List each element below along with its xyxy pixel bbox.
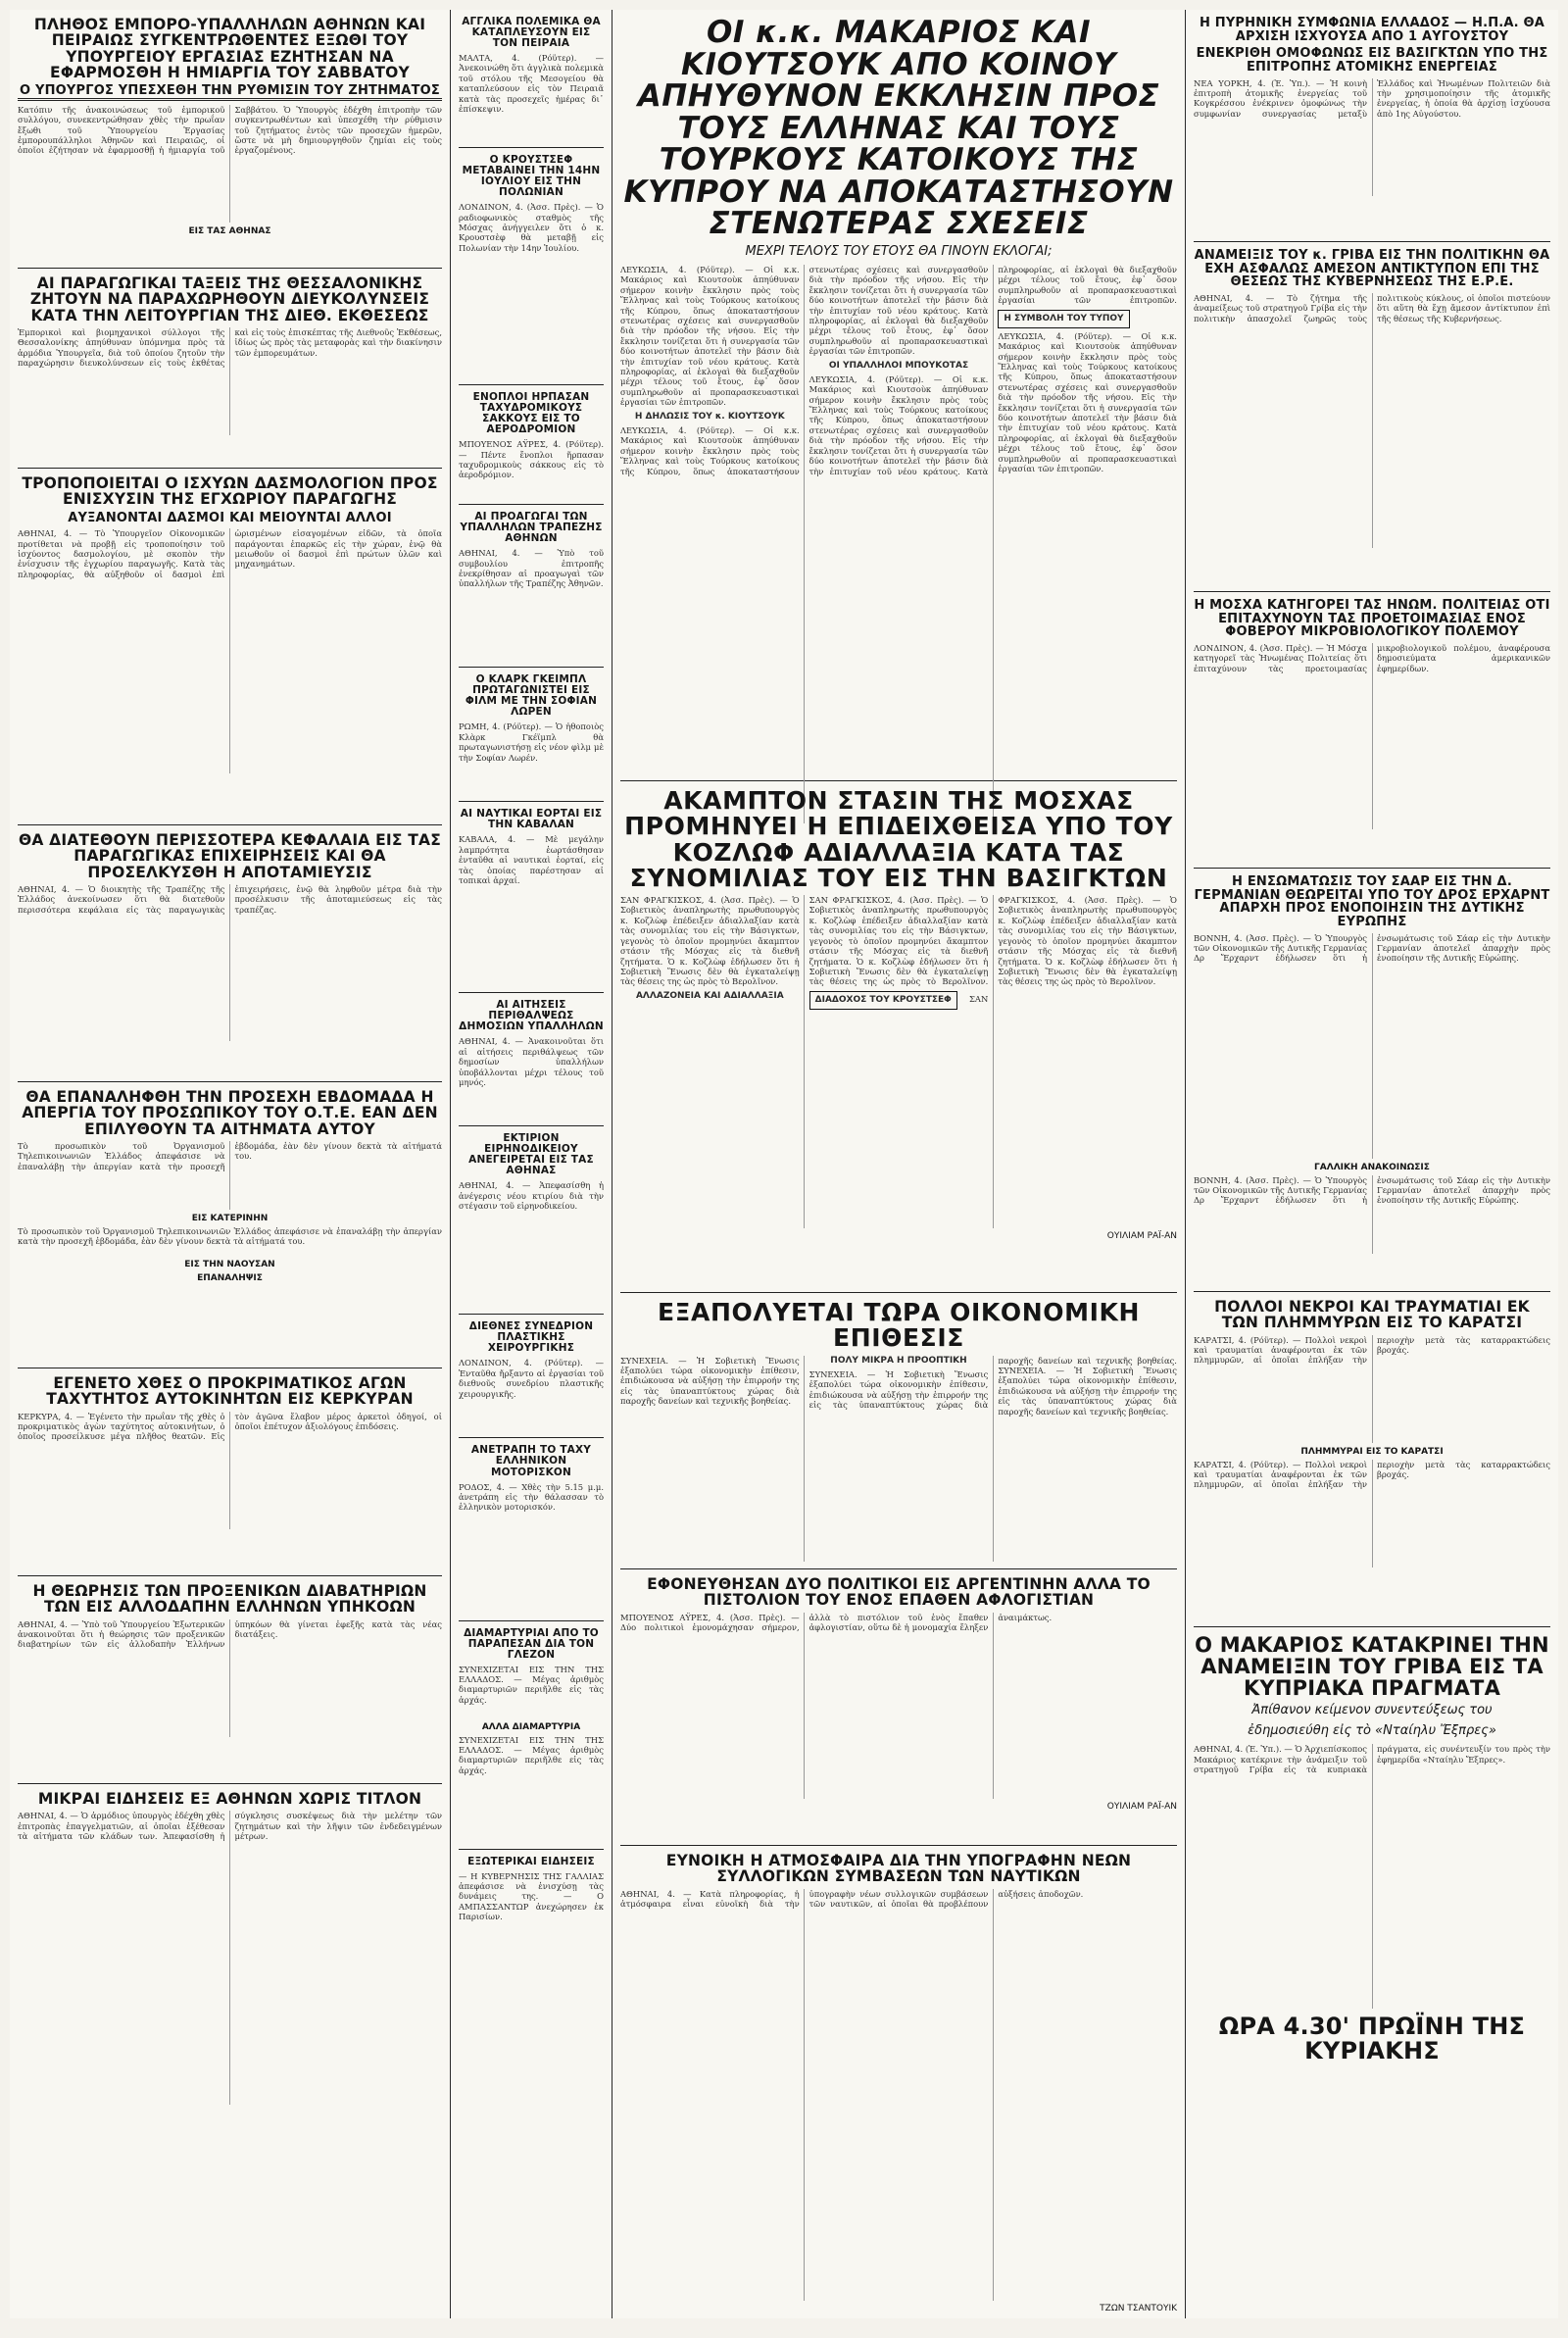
article-naval-feasts — [459, 802, 604, 993]
headline: ΠΟΛΛΟΙ ΝΕΚΡΟΙ ΚΑΙ ΤΡΑΥΜΑΤΙΑΙ ΕΚ ΤΩΝ ΠΛΗΜΜΥΡΩΝ ΕΙΣ ΤΟ ΚΑΡΑΤΣΙ — [1214, 1298, 1530, 1332]
article-body: ΑΘΗΝΑΙ, 4. (Ἑ. Ὑπ.). — Ὁ Ἀρχιεπίσκοπος Μακάριος κατέκρινε τὴν ἀνάμειξιν τοῦ στρατηγοῦ Γρίβα εἰς τὰ κυπριακὰ πράγματα, εἰς συνέντευξίν του πρὸς τὴν ἐφημερίδα «Νταίηλυ Ἔξπρες». — [1194, 1744, 1550, 1774]
headline: ΔΙΕΘΝΕΣ ΣΥΝΕΔΡΙΟΝ ΠΛΑΣΤΙΚΗΣ ΧΕΙΡΟΥΡΓΙΚΗΣ — [468, 1320, 594, 1355]
article-body: ΛΕΥΚΩΣΙΑ, 4. (Ρόϋτερ). — Οἱ κ.κ. Μακάριος καὶ Κιουτσοὺκ ἀπηύθυναν σήμερον κοινὴν ἔκκλησιν πρὸς τοὺς Ἕλληνας καὶ τοὺς Τούρκους κατοίκους τῆς Κύπρου, ὅπως ἀποκαταστήσουν στενωτέρας σχέσεις καὶ συνεργασθοῦν διὰ τὴν πρόοδον τῆς νήσου. Εἰς τὴν ἔκκλησιν τονίζεται ὅτι ἡ συνεργασία τῶν δύο κοινοτήτων ἀποτελεῖ τὴν βάσιν διὰ τὴν ἐπιτυχίαν τοῦ νέου κράτους. Κατὰ πληροφορίας, αἱ ἐκλογαὶ θὰ διεξαχθοῦν μέχρι τέλους τοῦ ἔτους, ἐφ᾽ ὅσον συμπληρωθοῦν αἱ προπαρασκευαστικαὶ ἐργασίαι τῶν ἐπιτροπῶν. Η ΔΗΛΩΣΙΣ ΤΟΥ κ. ΚΙΟΥΤΣΟΥΚ ΛΕΥΚΩΣΙΑ, 4. (Ρόϋτερ). — Οἱ κ.κ. Μακάριος καὶ Κιουτσοὺκ ἀπηύθυναν σήμερον κοινὴν ἔκκλησιν πρὸς τοὺς Ἕλληνας καὶ τοὺς Τούρκους κατοίκους τῆς Κύπρου, ὅπως ἀποκαταστήσουν στενωτέρας σχέσεις καὶ συνεργασθοῦν διὰ τὴν πρόοδον τῆς νήσου. Εἰς τὴν ἔκκλησιν τονίζεται ὅτι ἡ συνεργασία τῶν δύο κοινοτήτων ἀποτελεῖ τὴν βάσιν διὰ τὴν ἐπιτυχίαν τοῦ νέου κράτους. Κατὰ πληροφορίας, αἱ ἐκλογαὶ θὰ διεξαχθοῦν μέχρι τέλους τοῦ ἔτους, ἐφ᾽ ὅσον συμπληρωθοῦν αἱ προπαρασκευαστικαὶ ἐργασίαι τῶν ἐπιτροπῶν. ΟΙ ΥΠΑΛΛΗΛΟΙ ΜΠΟΥΚΟΤΑΣ ΛΕΥΚΩΣΙΑ, 4. (Ρόϋτερ). — Οἱ κ.κ. Μακάριος καὶ Κιουτσοὺκ ἀπηύθυναν σήμερον κοινὴν ἔκκλησιν πρὸς τοὺς Ἕλληνας καὶ τοὺς Τούρκους κατοίκους τῆς Κύπρου, ὅπως ἀποκαταστήσουν στενωτέρας σχέσεις καὶ συνεργασθοῦν διὰ τὴν πρόοδον τῆς νήσου. Εἰς τὴν ἔκκλησιν τονίζεται ὅτι ἡ συνεργασία τῶν δύο κοινοτήτων ἀποτελεῖ τὴν βάσιν διὰ τὴν ἐπιτυχίαν τοῦ νέου κράτους. Κατὰ πληροφορίας, αἱ ἐκλογαὶ θὰ διεξαχθοῦν μέχρι τέλους τοῦ ἔτους, ἐφ᾽ ὅσον συμπληρωθοῦν αἱ προπαρασκευαστικαὶ ἐργασίαι τῶν ἐπιτροπῶν. Η ΣΥΜΒΟΛΗ ΤΟΥ ΤΥΠΟΥ ΛΕΥΚΩΣΙΑ, 4. (Ρόϋτερ). — Οἱ κ.κ. Μακάριος καὶ Κιουτσοὺκ ἀπηύθυναν σήμερον κοινὴν ἔκκλησιν πρὸς τοὺς Ἕλληνας καὶ τοὺς Τούρκους κατοίκους τῆς Κύπρου, ὅπως ἀποκαταστήσουν στενωτέρας σχέσεις καὶ συνεργασθοῦν διὰ τὴν πρόοδον τῆς νήσου. Εἰς τὴν ἔκκλησιν τονίζεται ὅτι ἡ συνεργασία τῶν δύο κοινοτήτων ἀποτελεῖ τὴν βάσιν διὰ τὴν ἐπιτυχίαν τοῦ νέου κράτους. Κατὰ πληροφορίας, αἱ ἐκλογαὶ θὰ διεξαχθοῦν μέχρι τέλους τοῦ ἔτους, ἐφ᾽ ὅσον συμπληρωθοῦν αἱ προπαρασκευαστικαὶ ἐργασίαι τῶν ἐπιτροπῶν. — [620, 264, 1177, 476]
article-body: ΝΕΑ ΥΟΡΚΗ, 4. (Ἑ. Ὑπ.). — Ἡ κοινὴ ἐπιτροπὴ ἀτομικῆς ἐνεργείας τοῦ Κογκρέσσου ἐνέκρινεν ὁμοφώνως τὴν συμφωνίαν συνεργασίας μεταξὺ Ἑλλάδος καὶ Ἡνωμένων Πολιτειῶν διὰ τὴν χρησιμοποίησιν τῆς ἀτομικῆς ἐνεργείας, ἡ ὁποία θὰ ἀρχίσῃ ἰσχύουσα ἀπὸ 1ης Αὐγούστου. — [1194, 77, 1550, 119]
article-body: Κατόπιν τῆς ἀνακοινώσεως τοῦ ἐμπορικοῦ συλλόγου, συνεκεντρώθησαν χθὲς τὴν πρωΐαν ἔξωθι τοῦ Ὑπουργείου Ἐργασίας ἐμπορουπάλληλοι Ἀθηνῶν καὶ Πειραιῶς, οἱ ὁποῖοι ἐζήτησαν νὰ ἐφαρμοσθῇ ἡ ἡμιαργία τοῦ Σαββάτου. Ὁ Ὑπουργὸς ἐδέχθη ἐπιτροπὴν τῶν συγκεντρωθέντων καὶ ὑπεσχέθη τὴν ρύθμισιν τοῦ ζητήματος ἐντὸς τῶν προσεχῶν ἡμερῶν, ὥστε νὰ μὴ δημιουργηθοῦν ζημίαι εἰς τοὺς ἐργαζομένους. — [18, 104, 442, 156]
headline: ΑΚΑΜΠΤΟΝ ΣΤΑΣΙΝ ΤΗΣ ΜΟΣΧΑΣ ΠΡΟΜΗΝΥΕΙ Η ΕΠΙΔΕΙΧΘΕΙΣΑ ΥΠΟ ΤΟΥ ΚΟΖΛΩΦ ΑΔΙΑΛΛΑΞΙΑ ΚΑΤΑ ΤΑΣ ΣΥΝΟΜΙΛΙΑΣ ΤΟΥ ΕΙΣ ΤΗΝ ΒΑΣΙΓΚΤΩΝ — [624, 786, 1173, 892]
article-body: ΣΑΝ ΦΡΑΓΚΙΣΚΟΣ, 4. (Ἀσσ. Πρὲς). — Ὁ Σοβιετικὸς ἀναπληρωτὴς πρωθυπουργὸς κ. Κοζλὼφ ἐπέδειξεν ἀδιαλλαξίαν κατὰ τὰς συνομιλίας του εἰς τὴν Βάσιγκτων, γεγονὸς τὸ ὁποῖον προμηνύει ἄκαμπτον στάσιν τῆς Μόσχας εἰς τὰ διεθνῆ ζητήματα. Ὁ κ. Κοζλὼφ ἐδήλωσεν ὅτι ἡ Σοβιετικὴ Ἕνωσις δὲν θὰ ἐγκαταλείψῃ τὰς θέσεις της ὡς πρὸς τὸ Βερολῖνον. ΑΛΛΑΖΟΝΕΙΑ ΚΑΙ ΑΔΙΑΛΛΑΞΙΑ ΣΑΝ ΦΡΑΓΚΙΣΚΟΣ, 4. (Ἀσσ. Πρὲς). — Ὁ Σοβιετικὸς ἀναπληρωτὴς πρωθυπουργὸς κ. Κοζλὼφ ἐπέδειξεν ἀδιαλλαξίαν κατὰ τὰς συνομιλίας του εἰς τὴν Βάσιγκτων, γεγονὸς τὸ ὁποῖον προμηνύει ἄκαμπτον στάσιν τῆς Μόσχας εἰς τὰ διεθνῆ ζητήματα. Ὁ κ. Κοζλὼφ ἐδήλωσεν ὅτι ἡ Σοβιετικὴ Ἕνωσις δὲν θὰ ἐγκαταλείψῃ τὰς θέσεις της ὡς πρὸς τὸ Βερολῖνον. ΔΙΑΔΟΧΟΣ ΤΟΥ ΚΡΟΥΣΤΣΕΦ ΣΑΝ ΦΡΑΓΚΙΣΚΟΣ, 4. (Ἀσσ. Πρὲς). — Ὁ Σοβιετικὸς ἀναπληρωτὴς πρωθυπουργὸς κ. Κοζλὼφ ἐπέδειξεν ἀδιαλλαξίαν κατὰ τὰς συνομιλίας του εἰς τὴν Βάσιγκτων, γεγονὸς τὸ ὁποῖον προμηνύει ἄκαμπτον στάσιν τῆς Μόσχας εἰς τὰ διεθνῆ ζητήματα. Ὁ κ. Κοζλὼφ ἐδήλωσεν ὅτι ἡ Σοβιετικὴ Ἕνωσις δὲν θὰ ἐγκαταλείψῃ τὰς θέσεις της ὡς πρὸς τὸ Βερολῖνον. — [620, 895, 1177, 1228]
subheadline: Ἀπίθανον κείμενον συνεντεύξεως του — [1251, 1703, 1493, 1718]
article-bank-promotions — [459, 505, 604, 668]
headline: ΕΦΟΝΕΥΘΗΣΑΝ ΔΥΟ ΠΟΛΙΤΙΚΟΙ ΕΙΣ ΑΡΓΕΝΤΙΝΗΝ ΑΛΛΑ ΤΟ ΠΙΣΤΟΛΙΟΝ ΤΟΥ ΕΝΟΣ ΕΠΑΘΕΝ ΑΦΛΟΓΙΣΤΙΑΝ — [647, 1575, 1151, 1610]
article-body: ΑΘΗΝΑΙ, 4. — Κατὰ πληροφορίας, ἡ ἀτμόσφαιρα εἶναι εὐνοϊκὴ διὰ τὴν ὑπογραφὴν νέων συλλογικῶν συμβάσεων τῶν ναυτικῶν, αἱ ὁποῖαι θὰ προβλέπουν αὐξήσεις ἀποδοχῶν. — [620, 1888, 1084, 1909]
section-label: Η ΔΗΛΩΣΙΣ ΤΟΥ κ. ΚΙΟΥΤΣΟΥΚ — [634, 411, 785, 422]
article-shopworkers — [18, 10, 442, 269]
section-label: Η ΣΥΜΒΟΛΗ ΤΟΥ ΤΥΠΟΥ — [998, 310, 1129, 328]
article-thessaloniki-fair — [18, 269, 442, 469]
article-body: ΒΟΝΝΗ, 4. (Ἀσσ. Πρὲς). — Ὁ Ὑπουργὸς τῶν Οἰκονομικῶν τῆς Δυτικῆς Γερμανίας Δρ Ἔρχαρντ ἐδήλωσεν ὅτι ἡ ἐνσωμάτωσις τοῦ Σάαρ εἰς τὴν Δυτικὴν Γερμανίαν ἀποτελεῖ ἀπαρχὴν πρὸς ἑνοποίησιν τῆς Δυτικῆς Εὐρώπης. — [1194, 932, 1550, 964]
article-body: ΣΥΝΕΧΕΙΑ. — Ἡ Σοβιετικὴ Ἕνωσις ἐξαπολύει τώρα οἰκονομικὴν ἐπίθεσιν, ἐπιδιώκουσα νὰ αὐξήσῃ τὴν ἐπιρροήν της εἰς τὰς ὑπαναπτύκτους χώρας διὰ παροχῆς δανείων καὶ τεχνικῆς βοηθείας. ΠΟΛΥ ΜΙΚΡΑ Η ΠΡΟΟΠΤΙΚΗ ΣΥΝΕΧΕΙΑ. — Ἡ Σοβιετικὴ Ἕνωσις ἐξαπολύει τώρα οἰκονομικὴν ἐπίθεσιν, ἐπιδιώκουσα νὰ αὐξήσῃ τὴν ἐπιρροήν της εἰς τὰς ὑπαναπτύκτους χώρας διὰ παροχῆς δανείων καὶ τεχνικῆς βοηθείας. ΣΥΝΕΧΕΙΑ. — Ἡ Σοβιετικὴ Ἕνωσις ἐξαπολύει τώρα οἰκονομικὴν ἐπίθεσιν, ἐπιδιώκουσα νὰ αὐξήσῃ τὴν ἐπιρροήν της εἰς τὰς ὑπαναπτύκτους χώρας διὰ παροχῆς δανείων καὶ τεχνικῆς βοηθείας. — [620, 1355, 1177, 1417]
subheadline: ΕΝΕΚΡΙΘΗ ΟΜΟΦΩΝΩΣ ΕΙΣ ΒΑΣΙΓΚΤΩΝ ΥΠΟ ΤΗΣ ΕΠΙΤΡΟΠΗΣ ΑΤΟΜΙΚΗΣ ΕΝΕΡΓΕΙΑΣ — [1196, 46, 1548, 75]
article-foreign-news — [459, 1850, 604, 2015]
article-body: ΣΥΝΕΧΙΖΕΤΑΙ ΕΙΣ ΤΗΝ ΤΗΣ ΕΛΛΑΔΟΣ. — Μέγας ἀριθμὸς διαμαρτυριῶν περιῆλθε εἰς τὰς ἀρχάς. — [459, 1734, 604, 1775]
byline: ΟΥΙΛΙΑΜ ΡΑΪ-ΑΝ — [1106, 1231, 1177, 1241]
article-body: ΑΘΗΝΑΙ, 4. — Ὑπὸ τοῦ συμβουλίου ἐπιτροπῆς ἐνεκρίθησαν αἱ προαγωγαὶ τῶν ὑπαλλήλων τῆς Τραπέζης Ἀθηνῶν. — [459, 548, 604, 589]
headline: ΕΝΟΠΛΟΙ ΗΡΠΑΣΑΝ ΤΑΧΥΔΡΟΜΙΚΟΥΣ ΣΑΚΚΟΥΣ ΕΙΣ ΤΟ ΑΕΡΟΔΡΟΜΙΟΝ — [472, 391, 590, 436]
headline: ΕΞΑΠΟΛΥΕΤΑΙ ΤΩΡΑ ΟΙΚΟΝΟΜΙΚΗ ΕΠΙΘΕΣΙΣ — [657, 1298, 1141, 1353]
byline: ΟΥΙΛΙΑΜ ΡΑΪ-ΑΝ — [1106, 1801, 1177, 1812]
article-makarios-kutchuk — [620, 10, 1177, 781]
section-label: ΔΙΑΔΟΧΟΣ ΤΟΥ ΚΡΟΥΣΤΣΕΦ — [809, 991, 957, 1010]
headline: Ο ΚΡΟΥΣΤΣΕΦ ΜΕΤΑΒΑΙΝΕΙ ΤΗΝ 14ΗΝ ΙΟΥΛΙΟΥ ΕΙΣ ΤΗΝ ΠΟΛΩΝΙΑΝ — [462, 154, 601, 199]
article-makarios-grivas — [1194, 1627, 1550, 2074]
headline: Ο ΜΑΚΑΡΙΟΣ ΚΑΤΑΚΡΙΝΕΙ ΤΗΝ ΑΝΑΜΕΙΞΙΝ ΤΟΥ ΓΡΙΒΑ ΕΙΣ ΤΑ ΚΥΠΡΙΑΚΑ ΠΡΑΓΜΑΤΑ — [1195, 1633, 1549, 1701]
article-saar — [1194, 869, 1550, 1292]
section-label: ΓΑΛΛΙΚΗ ΑΝΑΚΟΙΝΩΣΙΣ — [1314, 1162, 1430, 1172]
article-sailors-contracts — [620, 1846, 1177, 2318]
article-kozlov — [620, 781, 1177, 1293]
headline: Η ΠΥΡΗΝΙΚΗ ΣΥΜΦΩΝΙΑ ΕΛΛΑΔΟΣ — Η.Π.Α. ΘΑ ΑΡΧΙΣΗ ΙΣΧΥΟΥΣΑ ΑΠΟ 1 ΑΥΓΟΥΣΤΟΥ — [1199, 16, 1545, 44]
article-body: Ἐμπορικοὶ καὶ βιομηχανικοὶ σύλλογοι τῆς Θεσσαλονίκης ἀπηύθυναν ὑπόμνημα πρὸς τὰ ἁρμόδια Ὑπουργεῖα, διὰ τοῦ ὁποίου ζητοῦν τὴν παραχώρησιν διευκολύνσεων εἰς τοὺς ἐκθέτας καὶ εἰς τοὺς ἐπισκέπτας τῆς Διεθνοῦς Ἐκθέσεως, ἰδίως ὡς πρὸς τὰς μεταφορὰς καὶ τὴν διακίνησιν τῶν ἐμπορευμάτων. — [18, 326, 442, 369]
article-car-race — [18, 1368, 442, 1576]
headline: ΕΚΤΙΡΙΟΝ ΕΙΡΗΝΟΔΙΚΕΙΟΥ ΑΝΕΓΕΙΡΕΤΑΙ ΕΙΣ ΤΑΣ ΑΘΗΝΑΣ — [468, 1132, 594, 1177]
headline: ΑΙ ΑΙΤΗΣΕΙΣ ΠΕΡΙΘΑΛΨΕΩΣ ΔΗΜΟΣΙΩΝ ΥΠΑΛΛΗΛΩΝ — [459, 999, 604, 1033]
headline: ΔΙΑΜΑΡΤΥΡΙΑΙ ΑΠΟ ΤΟ ΠΑΡΑΠΕΣΑΝ ΔΙΑ ΤΟΝ ΓΛΕΖΟΝ — [464, 1626, 599, 1661]
article-body: ΡΟΔΟΣ, 4. — Χθὲς τὴν 5.15 μ.μ. ἀνετράπη εἰς τὴν θάλασσαν τὸ ἑλληνικὸν μοτορισκόν. — [459, 1481, 604, 1513]
article-body: ΚΑΡΑΤΣΙ, 4. (Ρόϋτερ). — Πολλοὶ νεκροὶ καὶ τραυματίαι ἀναφέρονται ἐκ τῶν πλημμυρῶν, αἱ ὁποῖαι ἐπλήξαν τὴν περιοχὴν μετὰ τὰς καταρρακτώδεις βροχάς. — [1194, 1334, 1550, 1366]
article-body: ΛΟΝΔΙΝΟΝ, 4. (Ἀσσ. Πρὲς). — Ἡ Μόσχα κατηγορεῖ τὰς Ἡνωμένας Πολιτείας ὅτι ἐπιταχύνουν τὰς προετοιμασίας μικροβιολογικοῦ πολέμου, ἀναφέρουσα δημοσιεύματα ἀμερικανικῶν ἐφημερίδων. — [1194, 642, 1550, 673]
article-protests — [459, 1621, 604, 1850]
article-brief-news — [18, 1784, 442, 2111]
article-body: ΑΘΗΝΑΙ, 4. — Ὁ διοικητὴς τῆς Τραπέζης τῆς Ἑλλάδος ἀνεκοίνωσεν ὅτι θὰ διατεθοῦν περισσότερα κεφάλαια εἰς τὰς παραγωγικὰς ἐπιχειρήσεις, ἐνῷ θὰ ληφθοῦν μέτρα διὰ τὴν προσέλκυσιν τῆς ἀποταμιεύσεως εἰς τὰς τραπέζας. — [18, 883, 442, 915]
article-passports — [18, 1576, 442, 1784]
article-body: Τὸ προσωπικὸν τοῦ Ὀργανισμοῦ Τηλεπικοινωνιῶν Ἑλλάδος ἀπεφάσισε νὰ ἐπαναλάβῃ τὴν ἀπεργίαν κατὰ τὴν προσεχῆ ἑβδομάδα, ἐὰν δὲν γίνουν δεκτὰ τὰ αἰτήματά του. — [18, 1140, 442, 1171]
headline: ΕΥΝΟΙΚΗ Η ΑΤΜΟΣΦΑΙΡΑ ΔΙΑ ΤΗΝ ΥΠΟΓΡΑΦΗΝ ΝΕΩΝ ΣΥΛΛΟΓΙΚΩΝ ΣΥΜΒΑΣΕΩΝ ΤΩΝ ΝΑΥΤΙΚΩΝ — [665, 1852, 1132, 1886]
article-body: ΑΘΗΝΑΙ, 4. — Ἀπεφασίσθη ἡ ἀνέγερσις νέου κτιρίου διὰ τὴν στέγασιν τοῦ εἰρηνοδικείου. — [459, 1180, 604, 1212]
subheadline: ΜΕΧΡΙ ΤΕΛΟΥΣ ΤΟΥ ΕΤΟΥΣ ΘΑ ΓΙΝΟΥΝ ΕΚΛΟΓΑΙ; — [745, 243, 1053, 259]
article-body: ΛΟΝΔΙΝΟΝ, 4. (Ρόϋτερ). — Ἐνταῦθα ἤρξαντο αἱ ἐργασίαι τοῦ διεθνοῦς συνεδρίου πλαστικῆς χειρουργικῆς. — [459, 1358, 604, 1399]
article-body: ΚΑΡΑΤΣΙ, 4. (Ρόϋτερ). — Πολλοὶ νεκροὶ καὶ τραυματίαι ἀναφέρονται ἐκ τῶν πλημμυρῶν, αἱ ὁποῖαι ἐπλήξαν τὴν περιοχὴν μετὰ τὰς καταρρακτώδεις βροχάς. — [1194, 1459, 1550, 1490]
article-body: ΒΟΝΝΗ, 4. (Ἀσσ. Πρὲς). — Ὁ Ὑπουργὸς τῶν Οἰκονομικῶν τῆς Δυτικῆς Γερμανίας Δρ Ἔρχαρντ ἐδήλωσεν ὅτι ἡ ἐνσωμάτωσις τοῦ Σάαρ εἰς τὴν Δυτικὴν Γερμανίαν ἀποτελεῖ ἀπαρχὴν πρὸς ἑνοποίησιν τῆς Δυτικῆς Εὐρώπης. — [1194, 1174, 1550, 1206]
headline: ΑΙ ΝΑΥΤΙΚΑΙ ΕΟΡΤΑΙ ΕΙΣ ΤΗΝ ΚΑΒΑΛΑΝ — [460, 808, 603, 831]
footer-headline: ΩΡΑ 4.30' ΠΡΩΪΝΗ ΤΗΣ ΚΥΡΙΑΚΗΣ — [1218, 2013, 1526, 2065]
article-body: ΑΘΗΝΑΙ, 4. — Τὸ ζήτημα τῆς ἀναμείξεως τοῦ στρατηγοῦ Γρίβα εἰς τὴν πολιτικὴν ἀπασχολεῖ ζωηρῶς τοὺς πολιτικοὺς κύκλους, οἱ ὁποῖοι πιστεύουν ὅτι αὕτη θὰ ἔχῃ ἄμεσον ἀντίκτυπον ἐπὶ τῆς θέσεως τῆς Κυβερνήσεως. — [1194, 292, 1550, 323]
subheadline: Ο ΥΠΟΥΡΓΟΣ ΥΠΕΣΧΕΘΗ ΤΗΝ ΡΥΘΜΙΣΙΝ ΤΟΥ ΖΗΤΗΜΑΤΟΣ — [18, 84, 442, 101]
article-clark-gable — [459, 668, 604, 802]
headline: ΑΙ ΠΡΟΑΓΩΓΑΙ ΤΩΝ ΥΠΑΛΛΗΛΩΝ ΤΡΑΠΕΖΗΣ ΑΘΗΝΩΝ — [460, 511, 603, 545]
headline: Η ΘΕΩΡΗΣΙΣ ΤΩΝ ΠΡΟΞΕΝΙΚΩΝ ΔΙΑΒΑΤΗΡΙΩΝ ΤΩΝ ΕΙΣ ΑΛΛΟΔΑΠΗΝ ΕΛΛΗΝΩΝ ΥΠΗΚΟΩΝ — [32, 1582, 427, 1617]
headline: ΑΝΑΜΕΙΞΙΣ ΤΟΥ κ. ΓΡΙΒΑ ΕΙΣ ΤΗΝ ΠΟΛΙΤΙΚΗΝ ΘΑ ΕΧΗ ΑΣΦΑΛΩΣ ΑΜΕΣΟΝ ΑΝΤΙΚΤΥΠΟΝ ΕΠΙ ΤΗΣ ΘΕΣΕΩΣ ΤΗΣ ΚΥΒΕΡΝΗΣΕΩΣ ΤΗΣ Ε.Ρ.Ε. — [1194, 248, 1550, 290]
headline: ΜΙΚΡΑΙ ΕΙΔΗΣΕΙΣ ΕΞ ΑΘΗΝΩΝ ΧΩΡΙΣ ΤΙΤΛΟΝ — [37, 1790, 422, 1808]
section-label: ΕΙΣ ΤΑΣ ΑΘΗΝΑΣ — [188, 225, 271, 236]
headline: ΑΝΕΤΡΑΠΗ ΤΟ ΤΑΧΥ ΕΛΛΗΝΙΚΟΝ ΜΟΤΟΡΙΣΚΟΝ — [470, 1444, 592, 1478]
section-label: ΕΙΣ ΚΑΤΕΡΙΝΗΝ — [191, 1213, 269, 1223]
article-body: ΣΥΝΕΧΙΖΕΤΑΙ ΕΙΣ ΤΗΝ ΤΗΣ ΕΛΛΑΔΟΣ. — Μέγας ἀριθμὸς διαμαρτυριῶν περιῆλθε εἰς τὰς ἀρχάς. — [459, 1664, 604, 1705]
section-label: ΕΠΑΝΑΛΗΨΙΣ — [197, 1272, 263, 1283]
column-2 — [451, 10, 612, 2318]
article-argentina-duel — [620, 1569, 1177, 1846]
article-court-building — [459, 1126, 604, 1315]
section-label: ΠΟΛΥ ΜΙΚΡΑ Η ΠΡΟΟΠΤΙΚΗ — [830, 1355, 967, 1366]
article-boat-capsized — [459, 1438, 604, 1620]
headline: ΘΑ ΕΠΑΝΑΛΗΦΘΗ ΤΗΝ ΠΡΟΣΕΧΗ ΕΒΔΟΜΑΔΑ Η ΑΠΕΡΓΙΑ ΤΟΥ ΠΡΟΣΩΠΙΚΟΥ ΤΟΥ Ο.Τ.Ε. ΕΑΝ ΔΕΝ ΕΠΙΛΥΘΟΥΝ ΤΑ ΑΙΤΗΜΑΤΑ ΑΥΤΟΥ — [22, 1088, 438, 1138]
section-label: ΠΛΗΜΜΥΡΑΙ ΕΙΣ ΤΟ ΚΑΡΑΤΣΙ — [1300, 1446, 1444, 1457]
article-british-warships — [459, 10, 604, 148]
article-grivas-politics — [1194, 242, 1550, 592]
headline: ΕΞΩΤΕΡΙΚΑΙ ΕΙΔΗΣΕΙΣ — [467, 1855, 595, 1867]
headline: ΤΡΟΠΟΠΟΙΕΙΤΑΙ Ο ΙΣΧΥΩΝ ΔΑΣΜΟΛΟΓΙΟΝ ΠΡΟΣ ΕΝΙΣΧΥΣΙΝ ΤΗΣ ΕΓΧΩΡΙΟΥ ΠΑΡΑΓΩΓΗΣ — [22, 474, 438, 509]
newspaper-page — [10, 10, 1558, 2318]
section-label: ΑΛΛΑΖΟΝΕΙΑ ΚΑΙ ΑΔΙΑΛΛΑΞΙΑ — [635, 990, 784, 1001]
article-body: ΚΕΡΚΥΡΑ, 4. — Ἐγένετο τὴν πρωΐαν τῆς χθὲς ὁ προκριματικὸς ἀγὼν ταχύτητος αὐτοκινήτων, ὁ ὁποῖος προσείλκυσε μέγα πλῆθος θεατῶν. Εἰς τὸν ἀγῶνα ἔλαβον μέρος ἀρκετοὶ ὁδηγοί, οἱ ὁποῖοι ἐπέτυχον ἀξιολόγους ἐπιδόσεις. — [18, 1411, 442, 1442]
article-microbiological-war — [1194, 592, 1550, 869]
article-body: ΛΟΝΔΙΝΟΝ, 4. (Ἀσσ. Πρὲς). — Ὁ ραδιοφωνικὸς σταθμὸς τῆς Μόσχας ἀνήγγειλεν ὅτι ὁ κ. Κρουστσὲφ θὰ μεταβῇ εἰς Πολωνίαν τὴν 14ην Ἰουλίου. — [459, 202, 604, 253]
article-tariff — [18, 469, 442, 825]
headline: ΑΙ ΠΑΡΑΓΩΓΙΚΑΙ ΤΑΞΕΙΣ ΤΗΣ ΘΕΣΣΑΛΟΝΙΚΗΣ ΖΗΤΟΥΝ ΝΑ ΠΑΡΑΧΩΡΗΘΟΥΝ ΔΙΕΥΚΟΛΥΝΣΕΙΣ ΚΑΤΑ ΤΗΝ ΛΕΙΤΟΥΡΓΙΑΝ ΤΗΣ ΔΙΕΘ. ΕΚΘΕΣΕΩΣ — [29, 274, 430, 324]
article-body: ΚΑΒΑΛΑ, 4. — Μὲ μεγάλην λαμπρότητα ἑωρτάσθησαν ἐνταῦθα αἱ ναυτικαὶ ἑορταί, εἰς τὰς ὁποίας παρέστησαν αἱ τοπικαὶ ἀρχαί. — [459, 834, 604, 885]
subheadline: ἐδημοσιεύθη εἰς τὸ «Νταίηλυ Ἔξπρες» — [1248, 1723, 1496, 1739]
headline: ΠΛΗΘΟΣ ΕΜΠΟΡΟ-ΥΠΑΛΛΗΛΩΝ ΑΘΗΝΩΝ ΚΑΙ ΠΕΙΡΑΙΩΣ ΣΥΓΚΕΝΤΡΩΘΕΝΤΕΣ ΕΞΩΘΙ ΤΟΥ ΥΠΟΥΡΓΕΙΟΥ ΕΡΓΑΣΙΑΣ ΕΖΗΤΗΣΑΝ ΝΑ ΕΦΑΡΜΟΣΘΗ Η ΗΜΙΑΡΓΙΑ ΤΟΥ ΣΑΒΒΑΤΟΥ — [33, 16, 426, 81]
article-khrushchev-poland — [459, 148, 604, 385]
article-surgery-congress — [459, 1315, 604, 1438]
column-1 — [10, 10, 451, 2318]
article-body: ΡΩΜΗ, 4. (Ρόϋτερ). — Ὁ ἠθοποιὸς Κλὰρκ Γκέϊμπλ θὰ πρωταγωνιστήσῃ εἰς νέον φὶλμ μὲ τὴν Σοφίαν Λωρέν. — [459, 721, 604, 763]
lead-headline: ΟΙ κ.κ. ΜΑΚΑΡΙΟΣ ΚΑΙ ΚΙΟΥΤΣΟΥΚ ΑΠΟ ΚΟΙΝΟΥ ΑΠΗΥΘΥΝΟΝ ΕΚΚΛΗΣΙΝ ΠΡΟΣ ΤΟΥΣ ΕΛΛΗΝΑΣ ΚΑΙ ΤΟΥΣ ΤΟΥΡΚΟΥΣ ΚΑΤΟΙΚΟΥΣ ΤΗΣ ΚΥΠΡΟΥ ΝΑ ΑΠΟΚΑΤΑΣΤΗΣΟΥΝ ΣΤΕΝΩΤΕΡΑΣ ΣΧΕΣΕΙΣ — [623, 15, 1174, 242]
article-economic-offensive — [620, 1293, 1177, 1569]
article-body: ΑΘΗΝΑΙ, 4. — Ὁ ἀρμόδιος ὑπουργὸς ἐδέχθη χθὲς ἐπιτροπὰς ἐπαγγελματιῶν, αἱ ὁποῖαι ἐξέθεσαν τὰ αἰτήματα τῶν κλάδων των. Ἀπεφασίσθη ἡ σύγκλησις συσκέψεως διὰ τὴν μελέτην τῶν ζητημάτων καὶ τὴν λῆψιν τῶν ἐνδεδειγμένων μέτρων. — [18, 1811, 442, 1842]
column-3 — [612, 10, 1186, 2318]
section-label: ΟΙ ΥΠΑΛΛΗΛΟΙ ΜΠΟΥΚΟΤΑΣ — [828, 360, 969, 371]
article-body: ΜΠΟΥΕΝΟΣ ΑΫΡΕΣ, 4. (Ἀσσ. Πρὲς). — Δύο πολιτικοὶ ἐμονομάχησαν σήμερον, ἀλλὰ τὸ πιστόλιον τοῦ ἑνὸς ἔπαθεν ἀφλογιστίαν, οὕτω δὲ ἡ μονομαχία ἔληξεν ἀναιμάκτως. — [620, 1612, 1053, 1632]
article-body: Τὸ προσωπικὸν τοῦ Ὀργανισμοῦ Τηλεπικοινωνιῶν Ἑλλάδος ἀπεφάσισε νὰ ἐπαναλάβῃ τὴν ἀπεργίαν κατὰ τὴν προσεχῆ ἑβδομάδα, ἐὰν δὲν γίνουν δεκτὰ τὰ αἰτήματά του. — [18, 1225, 442, 1247]
headline: ΕΓΕΝΕΤΟ ΧΘΕΣ Ο ΠΡΟΚΡΙΜΑΤΙΚΟΣ ΑΓΩΝ ΤΑΧΥΤΗΤΟΣ ΑΥΤΟΚΙΝΗΤΩΝ ΕΙΣ ΚΕΡΚΥΡΑΝ — [46, 1374, 414, 1409]
article-body: — Η ΚΥΒΕΡΝΗΣΙΣ ΤΗΣ ΓΑΛΛΙΑΣ ἀπεφάσισε νὰ ἐνισχύσῃ τὰς δυνάμεις της. — Ο ΑΜΠΑΣΣΑΝΤΩΡ ἀνεχώρησεν ἐκ Παρισίων. — [459, 1870, 604, 1922]
section-label: ΑΛΛΑ ΔΙΑΜΑΡΤΥΡΙΑ — [481, 1721, 581, 1732]
subheadline: ΑΥΞΑΝΟΝΤΑΙ ΔΑΣΜΟΙ ΚΑΙ ΜΕΙΟΥΝΤΑΙ ΑΛΛΟΙ — [68, 510, 392, 525]
headline: Ο ΚΛΑΡΚ ΓΚΕΙΜΠΛ ΠΡΩΤΑΓΩΝΙΣΤΕΙ ΕΙΣ ΦΙΛΜ ΜΕ ΤΗΝ ΣΟΦΙΑΝ ΛΩΡΕΝ — [465, 673, 598, 719]
article-capital — [18, 825, 442, 1082]
article-karachi-floods — [1194, 1292, 1550, 1627]
article-ote-strike — [18, 1082, 442, 1368]
headline: Η ΜΟΣΧΑ ΚΑΤΗΓΟΡΕΙ ΤΑΣ ΗΝΩΜ. ΠΟΛΙΤΕΙΑΣ ΟΤΙ ΕΠΙΤΑΧΥΝΟΥΝ ΤΑΣ ΠΡΟΕΤΟΙΜΑΣΙΑΣ ΕΝΟΣ ΦΟΒΕΡΟΥ ΜΙΚΡΟΒΙΟΛΟΓΙΚΟΥ ΠΟΛΕΜΟΥ — [1194, 598, 1550, 640]
article-postal-robbery — [459, 385, 604, 505]
section-label: ΕΙΣ ΤΗΝ ΝΑΟΥΣΑΝ — [184, 1259, 275, 1269]
article-body: ΜΠΟΥΕΝΟΣ ΑΫΡΕΣ, 4. (Ρόϋτερ). — Πέντε ἔνοπλοι ἥρπασαν ταχυδρομικοὺς σάκκους εἰς τὸ ἀεροδρόμιον. — [459, 439, 604, 480]
article-body: ΑΘΗΝΑΙ, 4. — Τὸ Ὑπουργεῖον Οἰκονομικῶν προτίθεται νὰ προβῇ εἰς τροποποίησιν τοῦ ἰσχύοντος δασμολογίου, μὲ σκοπὸν τὴν ἐνίσχυσιν τῆς ἐγχωρίου παραγωγῆς. Κατὰ τὰς πληροφορίας, θὰ αὐξηθοῦν οἱ δασμοὶ ἐπὶ ὡρισμένων εἰσαγομένων εἰδῶν, τὰ ὁποῖα παράγονται ἐπαρκῶς εἰς τὴν χώραν, ἐνῷ θὰ μειωθοῦν οἱ δασμοὶ ἐπὶ πρώτων ὑλῶν καὶ μηχανημάτων. — [18, 528, 442, 579]
article-nuclear-agreement — [1194, 10, 1550, 242]
headline: ΑΓΓΛΙΚΑ ΠΟΛΕΜΙΚΑ ΘΑ ΚΑΤΑΠΛΕΥΣΟΥΝ ΕΙΣ ΤΟΝ ΠΕΙΡΑΙΑ — [462, 16, 601, 50]
column-4 — [1186, 10, 1558, 2318]
article-body: ΜΑΛΤΑ, 4. (Ρόϋτερ). — Ἀνεκοινώθη ὅτι ἀγγλικὰ πολεμικὰ τοῦ στόλου τῆς Μεσογείου θὰ καταπλεύσουν εἰς τὸν Πειραιᾶ κατὰ τὰς προσεχεῖς ἡμέρας δι᾽ ἐπίσκεψιν. — [459, 53, 604, 115]
byline: ΤΖΩΝ ΤΣΑΝΤΟΥΙΚ — [1100, 2303, 1177, 2313]
headline: ΘΑ ΔΙΑΤΕΘΟΥΝ ΠΕΡΙΣΣΟΤΕΡΑ ΚΕΦΑΛΑΙΑ ΕΙΣ ΤΑΣ ΠΑΡΑΓΩΓΙΚΑΣ ΕΠΙΧΕΙΡΗΣΕΙΣ ΚΑΙ ΘΑ ΠΡΟΣΕΛΚΥΣΘΗ Η ΑΠΟΤΑΜΙΕΥΣΙΣ — [18, 831, 441, 881]
article-body: ΑΘΗΝΑΙ, 4. — Ἀνακοινοῦται ὅτι αἱ αἰτήσεις περιθάλψεως τῶν δημοσίων ὑπαλλήλων ὑποβάλλονται μέχρι τέλους τοῦ μηνός. — [459, 1036, 604, 1088]
article-body: ΑΘΗΝΑΙ, 4. — Ὑπὸ τοῦ Ὑπουργείου Ἐξωτερικῶν ἀνακοινοῦται ὅτι ἡ θεώρησις τῶν προξενικῶν διαβατηρίων τῶν εἰς ἀλλοδαπὴν Ἑλλήνων ὑπηκόων θὰ γίνεται ἐφεξῆς κατὰ τὰς νέας διατάξεις. — [18, 1618, 442, 1650]
headline: Η ΕΝΣΩΜΑΤΩΣΙΣ ΤΟΥ ΣΑΑΡ ΕΙΣ ΤΗΝ Δ. ΓΕΡΜΑΝΙΑΝ ΘΕΩΡΕΙΤΑΙ ΥΠΟ ΤΟΥ ΔΡΟΣ ΕΡΧΑΡΝΤ ΑΠΑΡΧΗ ΠΡΟΣ ΕΝΟΠΟΙΗΣΙΝ ΤΗΣ ΔΥΤΙΚΗΣ ΕΥΡΩΠΗΣ — [1194, 874, 1550, 929]
article-civil-servants — [459, 993, 604, 1126]
